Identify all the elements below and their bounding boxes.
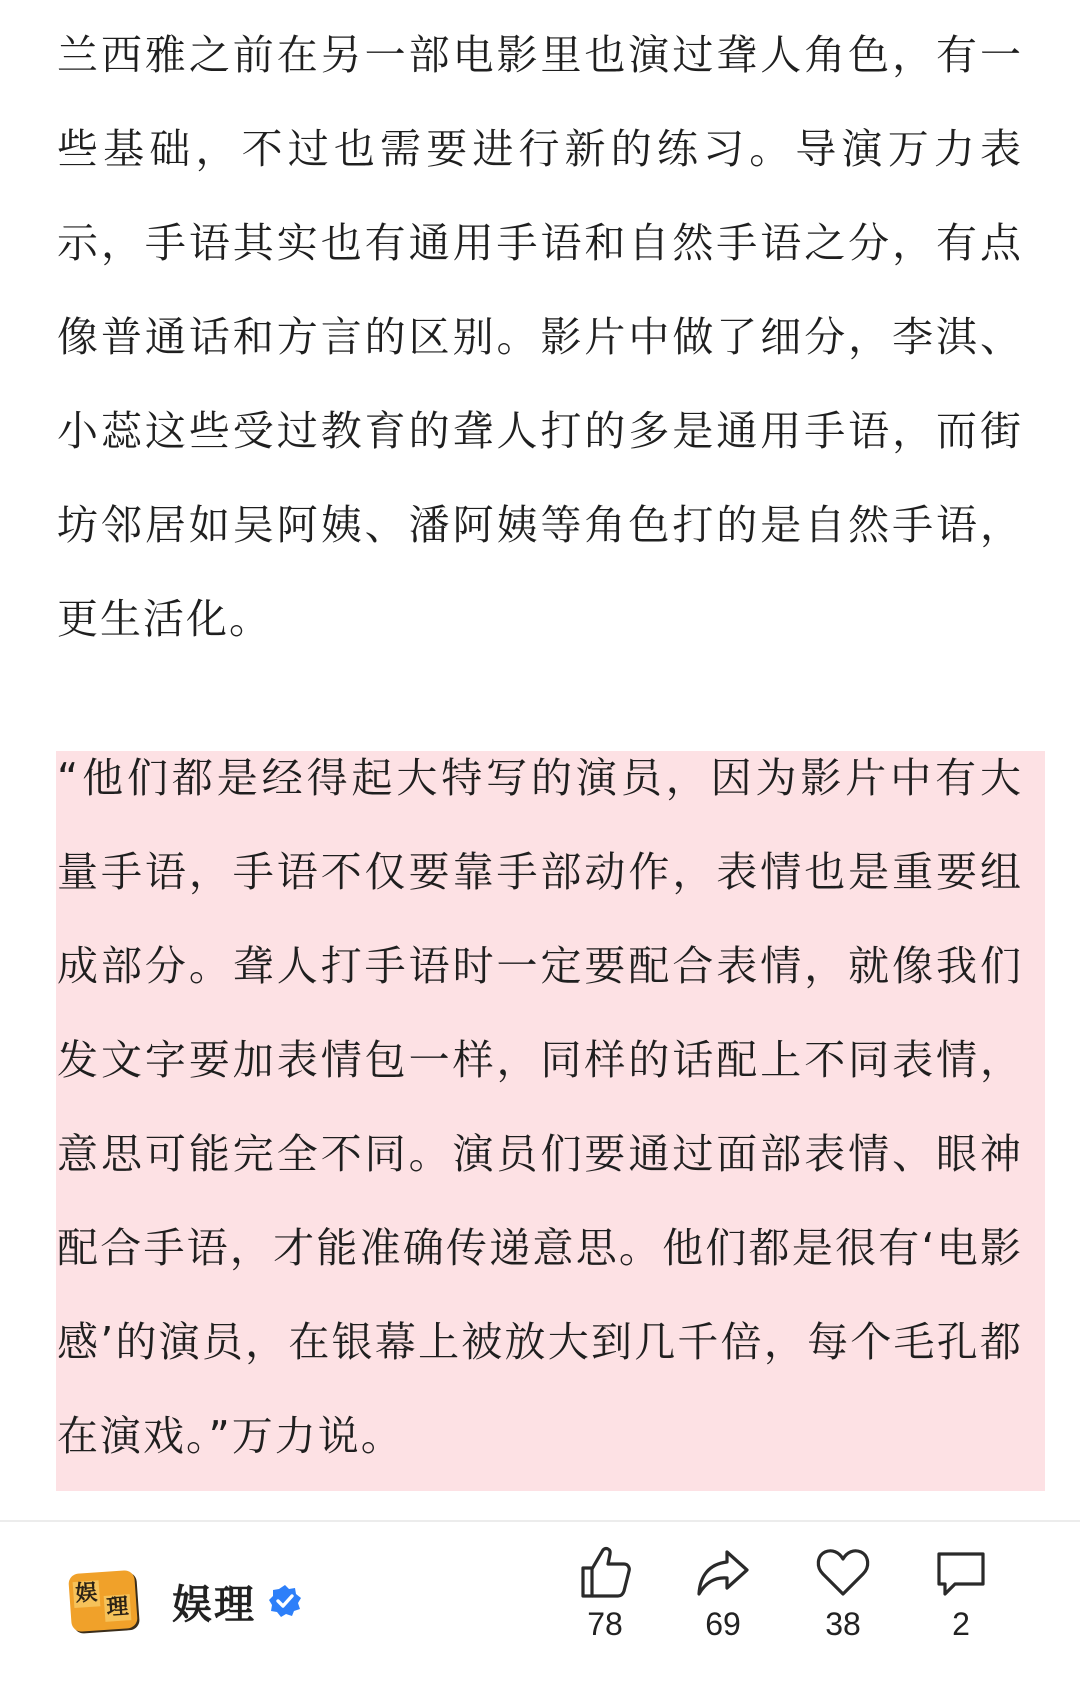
like-count: 78: [587, 1606, 623, 1642]
favorite-count: 38: [825, 1606, 861, 1642]
avatar-char: 娱: [73, 1580, 101, 1608]
action-bar: [560, 1542, 1030, 1682]
heart-icon: [798, 1542, 888, 1602]
author-name[interactable]: 娱理: [172, 1581, 256, 1628]
thumbs-up-icon: [560, 1542, 650, 1602]
share-button[interactable]: [678, 1542, 768, 1682]
author-info[interactable]: [70, 1572, 302, 1630]
share-icon: [678, 1542, 768, 1602]
share-count: 69: [705, 1606, 741, 1642]
like-button[interactable]: [560, 1542, 650, 1682]
favorite-button[interactable]: [798, 1542, 888, 1682]
comment-icon: [916, 1542, 1006, 1602]
verified-badge-icon: [268, 1584, 302, 1618]
author-avatar[interactable]: [68, 1570, 138, 1632]
comment-count: 2: [952, 1606, 970, 1642]
article-paragraph: 兰西雅之前在另一部电影里也演过聋人角色，有一些基础，不过也需要进行新的练习。导演万力表示，手语其实也有通用手语和自然手语之分，有点像普通话和方言的区别。影片中做了细分，李淇、小蕊这些受过教育的聋人打的多是通用手语，而街坊邻居如吴阿姨、潘阿姨等角色打的是自然手语，更生活化。: [57, 31, 1023, 643]
comment-button[interactable]: [916, 1542, 1006, 1682]
post-footer: [0, 1522, 1080, 1698]
avatar-char: 理: [104, 1594, 132, 1622]
quote-paragraph: “他们都是经得起大特写的演员，因为影片中有大量手语，手语不仅要靠手部动作，表情也是重要组成部分。聋人打手语时一定要配合表情，就像我们发文字要加表情包一样，同样的话配上不同表情，意思可能完全不同。演员们要通过面部表情、眼神配合手语，才能准确传递意思。他们都是很有‘电影感’的演员，在银幕上被放大到几千倍，每个毛孔都在演戏。”万力说。: [57, 754, 1023, 1460]
